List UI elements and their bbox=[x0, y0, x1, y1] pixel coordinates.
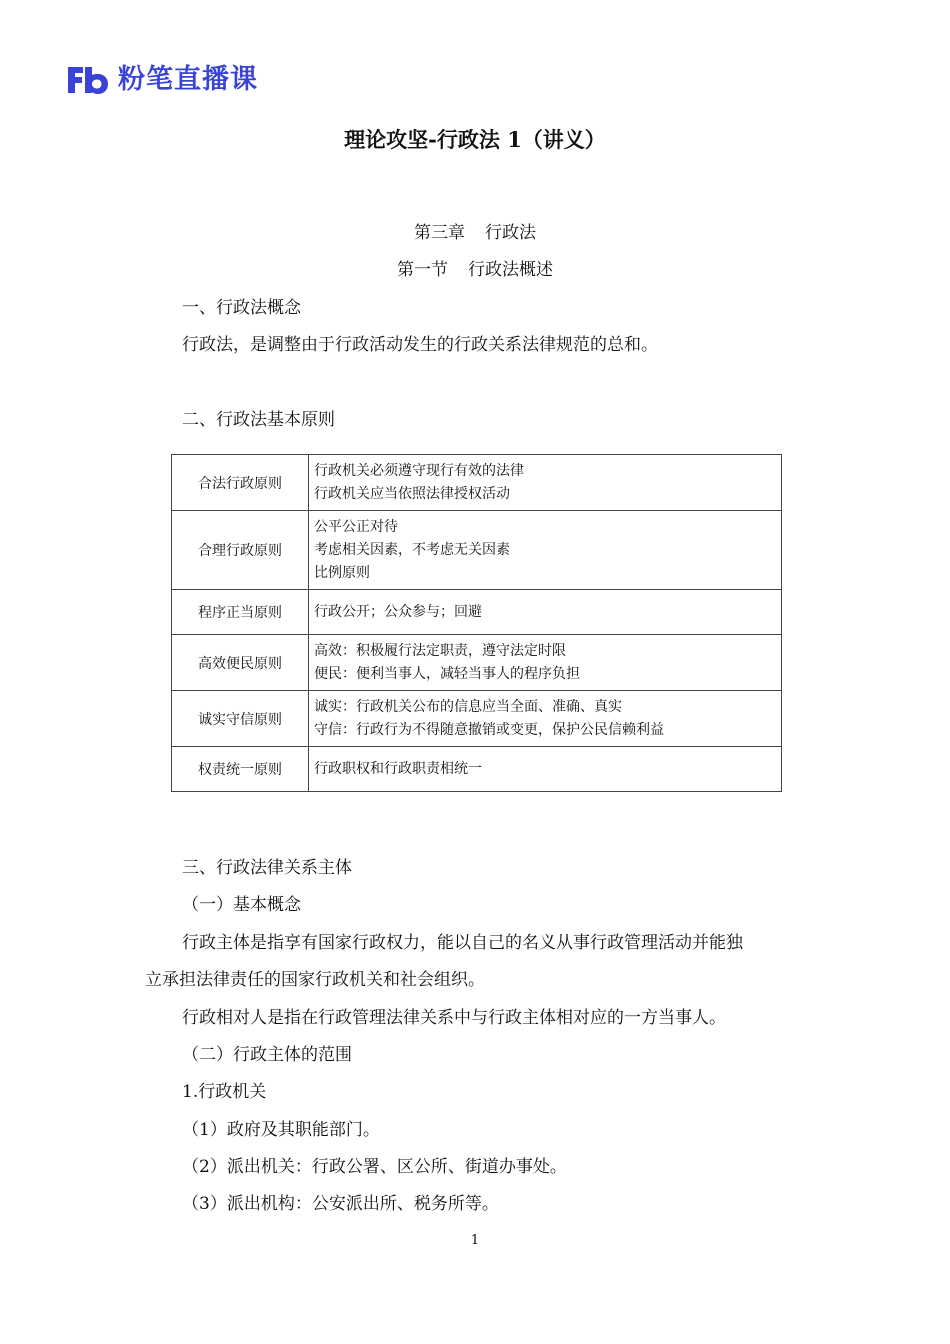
description-line: 便民：便利当事人，减轻当事人的程序负担 bbox=[314, 665, 580, 682]
list-item: （3）派出机构：公安派出所、税务所等。 bbox=[182, 1194, 499, 1214]
brand-logo bbox=[66, 62, 258, 98]
heading-principles: 二、行政法基本原则 bbox=[182, 410, 335, 430]
subheading-scope: （二）行政主体的范围 bbox=[182, 1045, 352, 1065]
definition-paragraph: 行政法，是调整由于行政活动发生的行政关系法律规范的总和。 bbox=[182, 335, 658, 355]
list-item: （2）派出机关：行政公署、区公所、街道办事处。 bbox=[182, 1157, 567, 1177]
section-number: 第一节 bbox=[397, 260, 448, 280]
table-row bbox=[172, 511, 782, 590]
description-line: 行政机关必须遵守现行有效的法律 bbox=[314, 462, 524, 479]
principle-description bbox=[309, 590, 782, 635]
principle-name: 程序正当原则 bbox=[172, 590, 309, 635]
heading-concept: 一、行政法概念 bbox=[182, 298, 301, 318]
table-row bbox=[172, 590, 782, 635]
description-line: 诚实：行政机关公布的信息应当全面、准确、真实 bbox=[314, 698, 622, 715]
principle-name: 合法行政原则 bbox=[172, 455, 309, 511]
chapter-number: 第三章 bbox=[414, 223, 465, 243]
description-line: 考虑相关因素，不考虑无关因素 bbox=[314, 541, 510, 558]
principle-name: 高效便民原则 bbox=[172, 635, 309, 691]
principle-description bbox=[309, 747, 782, 792]
chapter-heading bbox=[0, 220, 950, 246]
principle-name: 权责统一原则 bbox=[172, 747, 309, 792]
principle-description bbox=[309, 691, 782, 747]
description-line: 比例原则 bbox=[314, 564, 370, 581]
description-line: 行政职权和行政职责相统一 bbox=[314, 760, 482, 777]
table-row bbox=[172, 691, 782, 747]
description-line: 高效：积极履行法定职责，遵守法定时限 bbox=[314, 642, 566, 659]
subject-definition-line-1: 行政主体是指享有国家行政权力，能以自己的名义从事行政管理活动并能独 bbox=[182, 933, 743, 953]
counterpart-definition: 行政相对人是指在行政管理法律关系中与行政主体相对应的一方当事人。 bbox=[182, 1008, 726, 1028]
section-heading bbox=[0, 257, 950, 283]
section-name: 行政法概述 bbox=[468, 260, 553, 280]
principle-description bbox=[309, 455, 782, 511]
list-item: 1.行政机关 bbox=[182, 1082, 267, 1102]
subheading-basic-concepts: （一）基本概念 bbox=[182, 895, 301, 915]
page-number: 1 bbox=[470, 1233, 480, 1248]
description-line: 守信：行政行为不得随意撤销或变更，保护公民信赖利益 bbox=[314, 721, 664, 738]
principle-description bbox=[309, 635, 782, 691]
principle-name: 诚实守信原则 bbox=[172, 691, 309, 747]
description-line: 行政机关应当依照法律授权活动 bbox=[314, 485, 510, 502]
logo-text: 粉笔直播课 bbox=[118, 64, 258, 95]
fb-logo-icon bbox=[66, 64, 110, 96]
principle-name: 合理行政原则 bbox=[172, 511, 309, 590]
description-line: 公平公正对待 bbox=[314, 518, 398, 535]
heading-subjects: 三、行政法律关系主体 bbox=[182, 858, 352, 878]
chapter-name: 行政法 bbox=[485, 223, 536, 243]
principles-table bbox=[171, 454, 782, 792]
list-item: （1）政府及其职能部门。 bbox=[182, 1120, 380, 1140]
principle-description bbox=[309, 511, 782, 590]
subject-definition-line-2: 立承担法律责任的国家行政机关和社会组织。 bbox=[145, 970, 485, 990]
table-row bbox=[172, 455, 782, 511]
document-title: 理论攻坚-行政法 1（讲义） bbox=[344, 127, 606, 152]
table-row bbox=[172, 747, 782, 792]
table-row bbox=[172, 635, 782, 691]
description-line: 行政公开；公众参与；回避 bbox=[314, 603, 482, 620]
